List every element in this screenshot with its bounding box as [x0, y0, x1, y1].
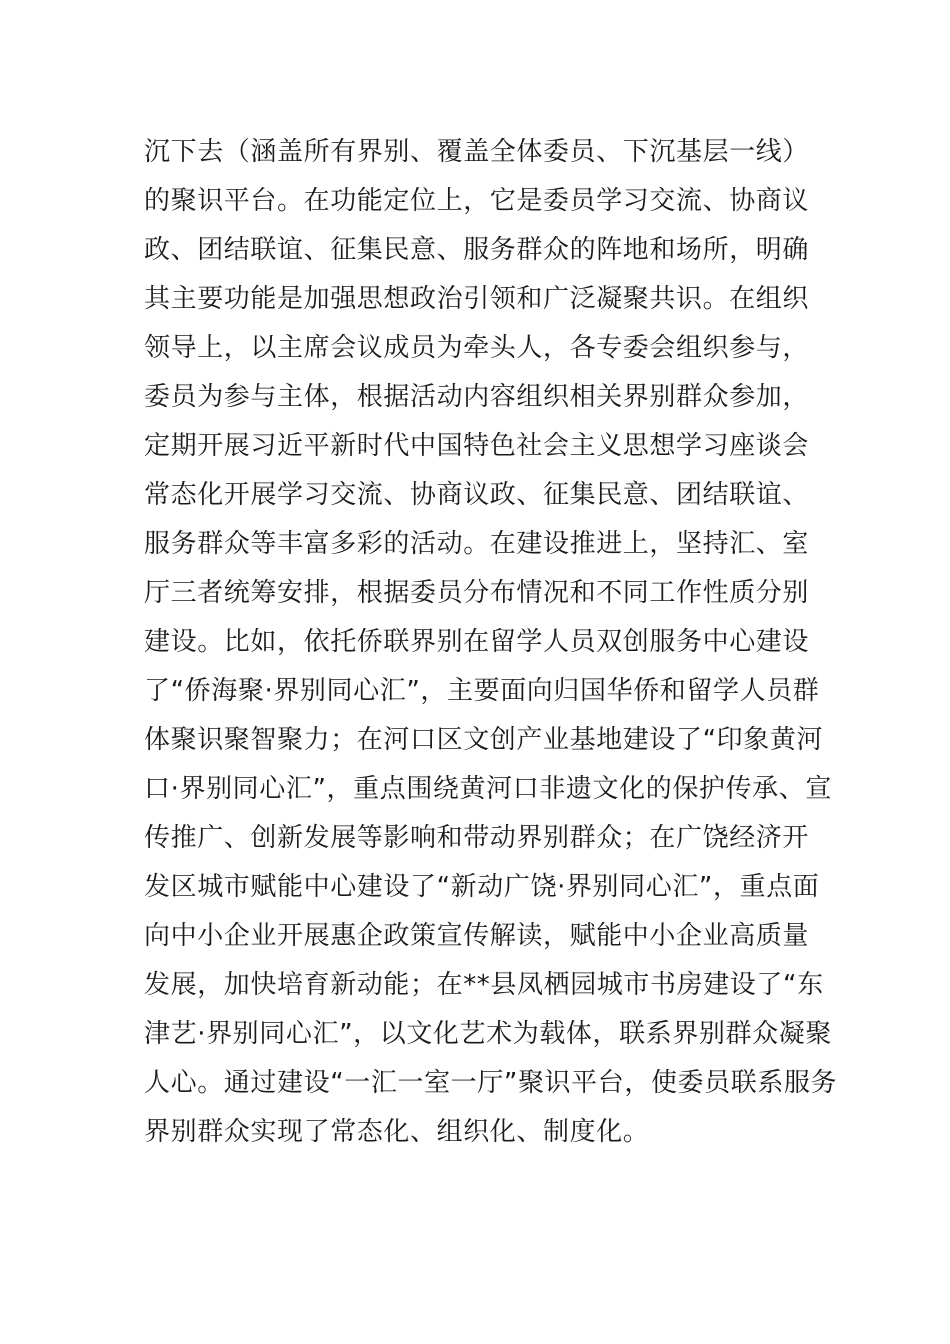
text-line: 发展，加快培育新动能；在**县凤栖园城市书房建设了“东: [144, 970, 824, 1000]
text-line: 传推广、创新发展等影响和带动界别群众；在广饶经济开: [144, 823, 810, 853]
text-line: 口·界别同心汇”，重点围绕黄河口非遗文化的保护传承、宣: [144, 774, 832, 804]
text-line: 津艺·界别同心汇”，以文化艺术为载体，联系界别群众凝聚: [144, 1019, 832, 1049]
text-line: 定期开展习近平新时代中国特色社会主义思想学习座谈会: [144, 431, 810, 461]
text-line: 界别群众实现了常态化、组织化、制度化。: [144, 1117, 650, 1147]
text-line: 人心。通过建设“一汇一室一厅”聚识平台，使委员联系服务: [144, 1068, 838, 1098]
text-line: 建设。比如，依托侨联界别在留学人员双创服务中心建设: [144, 627, 810, 657]
text-line: 厅三者统筹安排，根据委员分布情况和不同工作性质分别: [144, 578, 810, 608]
text-line: 其主要功能是加强思想政治引领和广泛凝聚共识。在组织: [144, 284, 810, 314]
text-line: 体聚识聚智聚力；在河口区文创产业基地建设了“印象黄河: [144, 725, 824, 755]
text-line: 了“侨海聚·界别同心汇”，主要面向归国华侨和留学人员群: [144, 676, 820, 706]
text-line: 沉下去（涵盖所有界别、覆盖全体委员、下沉基层一线）: [144, 137, 810, 167]
body-paragraph: [144, 128, 838, 1157]
text-line: 发区城市赋能中心建设了“新动广饶·界别同心汇”，重点面: [144, 872, 820, 902]
text-line: 领导上，以主席会议成员为牵头人，各专委会组织参与，: [144, 333, 810, 363]
text-line: 委员为参与主体，根据活动内容组织相关界别群众参加，: [144, 382, 810, 412]
text-line: 服务群众等丰富多彩的活动。在建设推进上，坚持汇、室: [144, 529, 810, 559]
text-line: 政、团结联谊、征集民意、服务群众的阵地和场所，明确: [144, 235, 810, 265]
text-line: 向中小企业开展惠企政策宣传解读，赋能中小企业高质量: [144, 921, 810, 951]
text-line: 常态化开展学习交流、协商议政、征集民意、团结联谊、: [144, 480, 810, 510]
text-line: 的聚识平台。在功能定位上，它是委员学习交流、协商议: [144, 186, 810, 216]
